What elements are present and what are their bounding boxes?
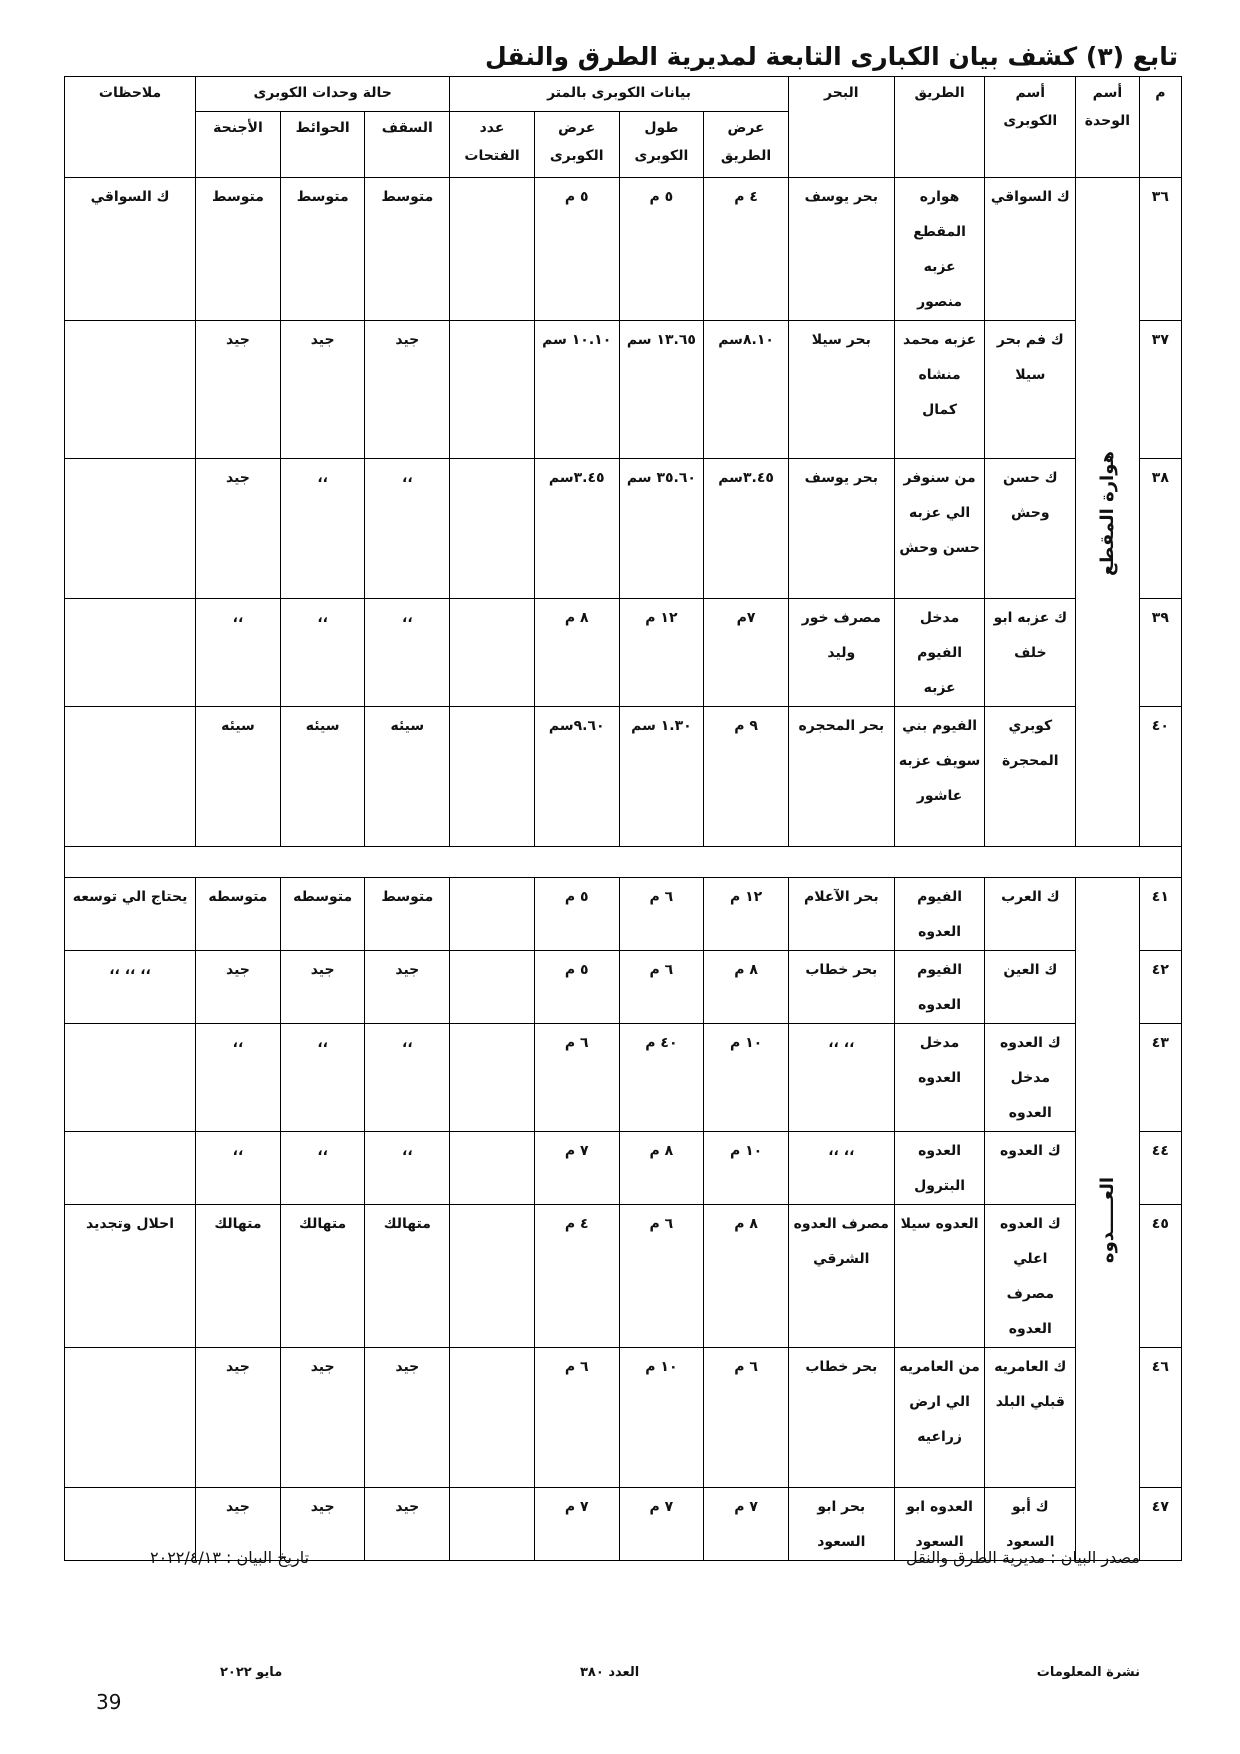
cell-notes: ،، ،، ،، — [65, 951, 196, 1024]
table-row — [65, 1024, 1182, 1132]
cell-bridge-length: ٥ م — [619, 178, 704, 321]
cell-openings — [450, 951, 535, 1024]
cell-name: ك حسن وحش — [985, 459, 1076, 599]
cell-notes — [65, 1132, 196, 1205]
col-header-road-width: عرض الطريق — [704, 111, 789, 177]
col-header-notes: ملاحظات — [65, 77, 196, 178]
cell-bridge-width: ٧ م — [534, 1488, 619, 1561]
cell-openings — [450, 878, 535, 951]
cell-roof: ،، — [365, 459, 450, 599]
unit-cell — [1076, 178, 1140, 847]
cell-road-width: ٣.٤٥سم — [704, 459, 789, 599]
cell-name: ك عزبه ابو خلف — [985, 599, 1076, 707]
cell-m: ٣٨ — [1139, 459, 1181, 599]
col-header-bridge-width: عرض الكوبرى — [534, 111, 619, 177]
separator-cell — [65, 847, 1182, 878]
cell-bridge-length: ٧ م — [619, 1488, 704, 1561]
table-row — [65, 178, 1182, 321]
cell-openings — [450, 1348, 535, 1488]
cell-canal: بحر خطاب — [788, 951, 894, 1024]
cell-notes — [65, 599, 196, 707]
cell-bridge-width: ٥ م — [534, 878, 619, 951]
table-row — [65, 321, 1182, 459]
cell-openings — [450, 1024, 535, 1132]
cell-notes: يحتاج الي توسعه — [65, 878, 196, 951]
cell-notes — [65, 459, 196, 599]
col-header-openings: عدد الفتحات — [450, 111, 535, 177]
cell-walls: متهالك — [280, 1205, 365, 1348]
cell-name: ك السواقي — [985, 178, 1076, 321]
cell-walls: جيد — [280, 1488, 365, 1561]
cell-bridge-length: ١٠ م — [619, 1348, 704, 1488]
cell-notes — [65, 1024, 196, 1132]
cell-m: ٤٤ — [1139, 1132, 1181, 1205]
cell-walls: سيئه — [280, 707, 365, 847]
cell-name: ك العرب — [985, 878, 1076, 951]
cell-notes — [65, 707, 196, 847]
cell-road-width: ٧ م — [704, 1488, 789, 1561]
cell-road-width: ٨.١٠سم — [704, 321, 789, 459]
cell-bridge-width: ٤ م — [534, 1205, 619, 1348]
col-header-wings: الأجنحة — [196, 111, 281, 177]
cell-openings — [450, 707, 535, 847]
cell-wings: متوسط — [196, 178, 281, 321]
cell-road-width: ٩ م — [704, 707, 789, 847]
cell-notes: احلال وتجديد — [65, 1205, 196, 1348]
col-header-bridge-data: بيانات الكوبرى بالمتر — [450, 77, 789, 112]
cell-road-width: ١٠ م — [704, 1132, 789, 1205]
cell-road: الفيوم بني سويف عزبه عاشور — [894, 707, 985, 847]
cell-canal: بحر يوسف — [788, 459, 894, 599]
cell-notes — [65, 321, 196, 459]
cell-canal: مصرف خور وليد — [788, 599, 894, 707]
cell-roof: ،، — [365, 599, 450, 707]
col-header-m: م — [1139, 77, 1181, 178]
cell-roof: متوسط — [365, 878, 450, 951]
cell-bridge-width: ٧ م — [534, 1132, 619, 1205]
cell-wings: ،، — [196, 1024, 281, 1132]
cell-bridge-length: ٣٥.٦٠ سم — [619, 459, 704, 599]
issue-month: مايو ٢٠٢٢ — [220, 1665, 283, 1680]
cell-openings — [450, 1488, 535, 1561]
cell-bridge-length: ٤٠ م — [619, 1024, 704, 1132]
cell-bridge-width: ٦ م — [534, 1024, 619, 1132]
cell-canal: بحر ابو السعود — [788, 1488, 894, 1561]
cell-bridge-length: ١.٣٠ سم — [619, 707, 704, 847]
table-row — [65, 878, 1182, 951]
cell-road-width: ٤ م — [704, 178, 789, 321]
cell-roof: سيئه — [365, 707, 450, 847]
cell-roof: متهالك — [365, 1205, 450, 1348]
page-title: تابع (٣) كشف بيان الكبارى التابعة لمديرية الطرق والنقل — [485, 42, 1178, 71]
cell-wings: متهالك — [196, 1205, 281, 1348]
col-header-roof: السقف — [365, 111, 450, 177]
col-header-walls: الحوائط — [280, 111, 365, 177]
table-row — [65, 459, 1182, 599]
cell-m: ٤١ — [1139, 878, 1181, 951]
cell-road: العدوه البترول — [894, 1132, 985, 1205]
cell-road: الفيوم العدوه — [894, 878, 985, 951]
bridges-table — [64, 76, 1182, 1561]
cell-road: مدخل العدوه — [894, 1024, 985, 1132]
cell-road-width: ١٠ م — [704, 1024, 789, 1132]
cell-name: ك العدوه اعلي مصرف العدوه — [985, 1205, 1076, 1348]
cell-wings: جيد — [196, 1348, 281, 1488]
cell-name: ك أبو السعود — [985, 1488, 1076, 1561]
data-source: مصدر البيان : مديرية الطرق والنقل — [905, 1548, 1140, 1567]
cell-canal: بحر المحجره — [788, 707, 894, 847]
cell-m: ٣٦ — [1139, 178, 1181, 321]
cell-canal: بحر خطاب — [788, 1348, 894, 1488]
table-row — [65, 707, 1182, 847]
cell-name: ك العين — [985, 951, 1076, 1024]
unit-cell — [1076, 878, 1140, 1561]
cell-canal: ،، ،، — [788, 1132, 894, 1205]
cell-canal: مصرف العدوه الشرقي — [788, 1205, 894, 1348]
cell-wings: ،، — [196, 1132, 281, 1205]
cell-bridge-length: ٨ م — [619, 1132, 704, 1205]
cell-bridge-width: ٩.٦٠سم — [534, 707, 619, 847]
cell-openings — [450, 599, 535, 707]
cell-wings: جيد — [196, 951, 281, 1024]
cell-canal: ،، ،، — [788, 1024, 894, 1132]
cell-notes: ك السواقي — [65, 178, 196, 321]
cell-openings — [450, 459, 535, 599]
cell-roof: متوسط — [365, 178, 450, 321]
cell-bridge-width: ٨ م — [534, 599, 619, 707]
cell-name: ك العامريه قبلي البلد — [985, 1348, 1076, 1488]
unit-label: هوارة المقطع — [1096, 450, 1118, 576]
cell-road: عزبه محمد منشاه كمال — [894, 321, 985, 459]
cell-bridge-length: ١٢ م — [619, 599, 704, 707]
cell-m: ٤٧ — [1139, 1488, 1181, 1561]
header-row-1 — [65, 77, 1182, 112]
publication-name: نشرة المعلومات — [1036, 1665, 1140, 1680]
cell-walls: ،، — [280, 459, 365, 599]
col-header-bridge-name: أسم الكوبرى — [985, 77, 1076, 178]
cell-bridge-length: ٦ م — [619, 878, 704, 951]
cell-name: ك العدوه — [985, 1132, 1076, 1205]
cell-openings — [450, 178, 535, 321]
cell-bridge-width: ١٠.١٠ سم — [534, 321, 619, 459]
cell-wings: سيئه — [196, 707, 281, 847]
cell-road: العدوه ابو السعود — [894, 1488, 985, 1561]
cell-bridge-width: ٣.٤٥سم — [534, 459, 619, 599]
table-row — [65, 951, 1182, 1024]
cell-m: ٤٢ — [1139, 951, 1181, 1024]
cell-walls: ،، — [280, 1024, 365, 1132]
cell-bridge-length: ٦ م — [619, 1205, 704, 1348]
cell-m: ٤٠ — [1139, 707, 1181, 847]
separator-row — [65, 847, 1182, 878]
cell-wings: جيد — [196, 459, 281, 599]
cell-bridge-width: ٦ م — [534, 1348, 619, 1488]
col-header-bridge-length: طول الكوبرى — [619, 111, 704, 177]
cell-roof: جيد — [365, 1348, 450, 1488]
cell-road: العدوه سيلا — [894, 1205, 985, 1348]
cell-openings — [450, 321, 535, 459]
cell-m: ٤٣ — [1139, 1024, 1181, 1132]
cell-roof: جيد — [365, 1488, 450, 1561]
cell-road: من العامريه الي ارض زراعيه — [894, 1348, 985, 1488]
cell-roof: جيد — [365, 951, 450, 1024]
cell-road-width: ٦ م — [704, 1348, 789, 1488]
col-header-road: الطريق — [894, 77, 985, 178]
cell-road-width: ٧م — [704, 599, 789, 707]
cell-walls: ،، — [280, 599, 365, 707]
cell-road: مدخل الفيوم عزبه — [894, 599, 985, 707]
cell-road-width: ٨ م — [704, 1205, 789, 1348]
cell-wings: ،، — [196, 599, 281, 707]
cell-road-width: ١٢ م — [704, 878, 789, 951]
cell-canal: بحر الآعلام — [788, 878, 894, 951]
cell-name: ك فم بحر سيلا — [985, 321, 1076, 459]
cell-m: ٤٦ — [1139, 1348, 1181, 1488]
cell-canal: بحر يوسف — [788, 178, 894, 321]
cell-road: من سنوفر الي عزبه حسن وحش — [894, 459, 985, 599]
cell-openings — [450, 1132, 535, 1205]
cell-bridge-width: ٥ م — [534, 951, 619, 1024]
table-row — [65, 1205, 1182, 1348]
page-number: 39 — [96, 1690, 122, 1714]
cell-m: ٤٥ — [1139, 1205, 1181, 1348]
col-header-condition: حالة وحدات الكوبرى — [196, 77, 450, 112]
cell-notes — [65, 1348, 196, 1488]
cell-roof: ،، — [365, 1024, 450, 1132]
cell-road-width: ٨ م — [704, 951, 789, 1024]
cell-wings: متوسطه — [196, 878, 281, 951]
col-header-canal: البحر — [788, 77, 894, 178]
cell-walls: جيد — [280, 951, 365, 1024]
cell-walls: ،، — [280, 1132, 365, 1205]
cell-roof: ،، — [365, 1132, 450, 1205]
cell-walls: متوسطه — [280, 878, 365, 951]
cell-bridge-length: ٦ م — [619, 951, 704, 1024]
cell-wings: جيد — [196, 321, 281, 459]
cell-m: ٣٩ — [1139, 599, 1181, 707]
cell-bridge-length: ١٣.٦٥ سم — [619, 321, 704, 459]
cell-canal: بحر سيلا — [788, 321, 894, 459]
table-row — [65, 1348, 1182, 1488]
cell-name: ك العدوه مدخل العدوه — [985, 1024, 1076, 1132]
cell-walls: جيد — [280, 1348, 365, 1488]
cell-road: هواره المقطع عزبه منصور — [894, 178, 985, 321]
table-row — [65, 1132, 1182, 1205]
table-row — [65, 599, 1182, 707]
cell-walls: متوسط — [280, 178, 365, 321]
unit-label: العـــــدوه — [1096, 1176, 1118, 1264]
issue-number: العدد ٣٨٠ — [580, 1665, 640, 1680]
data-date: تاريخ البيان : ٢٠٢٢/٤/١٣ — [150, 1548, 310, 1567]
cell-m: ٣٧ — [1139, 321, 1181, 459]
col-header-unit: أسم الوحدة — [1076, 77, 1140, 178]
cell-bridge-width: ٥ م — [534, 178, 619, 321]
cell-name: كوبري المحجرة — [985, 707, 1076, 847]
cell-wings: جيد — [196, 1488, 281, 1561]
cell-roof: جيد — [365, 321, 450, 459]
cell-road: الفيوم العدوه — [894, 951, 985, 1024]
cell-walls: جيد — [280, 321, 365, 459]
cell-openings — [450, 1205, 535, 1348]
